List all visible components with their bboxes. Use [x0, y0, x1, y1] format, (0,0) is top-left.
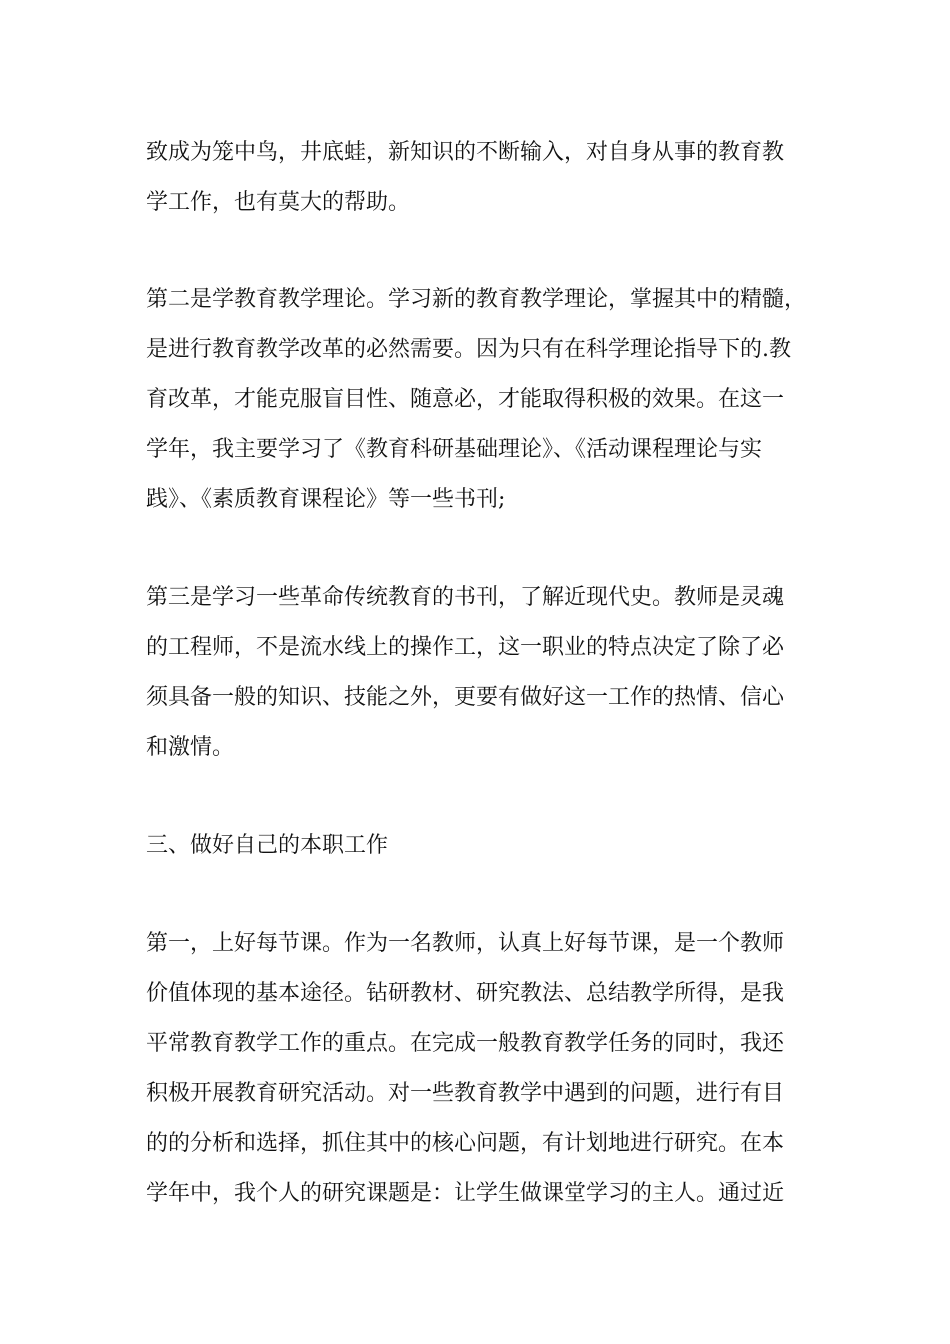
paragraph-5-line-4: 积极开展教育研究活动。对一些教育教学中遇到的问题，进行有目	[146, 1081, 785, 1106]
paragraph-5-line-6: 学年中，我个人的研究课题是：让学生做课堂学习的主人。通过近	[146, 1181, 785, 1206]
paragraph-2-line-4: 学年，我主要学习了《教育科研基础理论》、《活动课程理论与实	[146, 437, 763, 462]
paragraph-2-line-5: 践》、《素质教育课程论》等一些书刊;	[146, 487, 506, 512]
paragraph-3-line-1: 第三是学习一些革命传统教育的书刊，了解近现代史。教师是灵魂	[146, 585, 785, 610]
paragraph-3-line-3: 须具备一般的知识、技能之外，更要有做好这一工作的热情、信心	[146, 685, 785, 710]
paragraph-2-line-2: 是进行教育教学改革的必然需要。因为只有在科学理论指导下的.教	[146, 337, 791, 362]
paragraph-5-line-2: 价值体现的基本途径。钻研教材、研究教法、总结教学所得，是我	[146, 981, 785, 1006]
paragraph-1-line-1: 致成为笼中鸟，井底蛙，新知识的不断输入，对自身从事的教育教	[146, 140, 785, 165]
paragraph-5-line-5: 的的分析和选择，抓住其中的核心问题，有计划地进行研究。在本	[146, 1131, 785, 1156]
section-heading: 三、做好自己的本职工作	[146, 833, 389, 858]
paragraph-2-line-1: 第二是学教育教学理论。学习新的教育教学理论，掌握其中的精髓，	[146, 287, 807, 312]
paragraph-3-line-2: 的工程师，不是流水线上的操作工，这一职业的特点决定了除了必	[146, 635, 785, 660]
paragraph-3-line-4: 和激情。	[146, 735, 235, 760]
paragraph-5-line-1: 第一，上好每节课。作为一名教师，认真上好每节课，是一个教师	[146, 931, 785, 956]
paragraph-5-line-3: 平常教育教学工作的重点。在完成一般教育教学任务的同时，我还	[146, 1031, 785, 1056]
paragraph-1-line-2: 学工作，也有莫大的帮助。	[146, 190, 411, 215]
paragraph-2-line-3: 育改革，才能克服盲目性、随意必，才能取得积极的效果。在这一	[146, 387, 785, 412]
